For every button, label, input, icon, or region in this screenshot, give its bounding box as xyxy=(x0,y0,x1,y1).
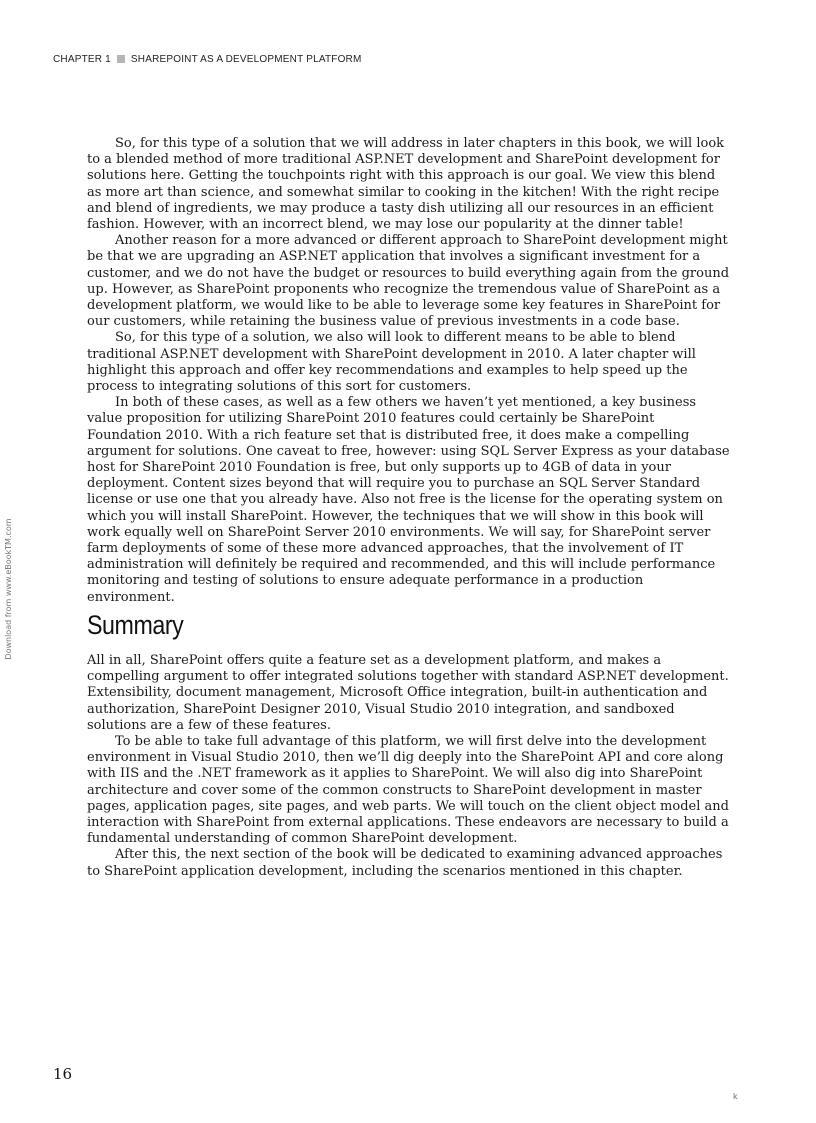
body-text-summary xyxy=(87,653,730,880)
page-number: 16 xyxy=(53,1065,73,1083)
section-heading: Summary xyxy=(87,610,184,640)
side-credit-text: Download from www.eBookTM.com xyxy=(4,518,13,660)
paragraph: After this, the next section of the book will be dedicated to examining advanced approaches to SharePoint application development, including the scenarios mentioned in this chapter. xyxy=(87,847,723,879)
paragraph: So, for this type of a solution that we will address in later chapters in this book, we will look to a blended method of more traditional ASP.NET development and SharePoint development for solutions here. Getting the touchpoints right with this approach is our goal. We view this blend as more art than science, and somewhat similar to cooking in the kitchen! With the right recipe and blend of ingredients, we may produce a tasty dish utilizing all our resources in an efficient fashion. However, with an incorrect blend, we may lose our popularity at the dinner table! xyxy=(87,136,725,233)
chapter-title: SHAREPOINT AS A DEVELOPMENT PLATFORM xyxy=(130,54,362,65)
separator-square-icon xyxy=(117,55,125,63)
paragraph: To be able to take full advantage of this platform, we will first delve into the development environment in Visual Studio 2010, then we’ll dig deeply into the SharePoint API and core along with IIS and the .NET framework as it applies to SharePoint. We will also dig into SharePoint architecture and cover some of the common constructs to SharePoint development in master pages, application pages, site pages, and web parts. We will touch on the client object model and interaction with SharePoint from external applications. These endeavors are necessary to build a fundamental understanding of common SharePoint development. xyxy=(87,734,729,847)
running-header xyxy=(53,54,362,65)
corner-mark: k xyxy=(733,1092,738,1101)
body-text-top xyxy=(87,136,730,606)
paragraph: All in all, SharePoint offers quite a feature set as a development platform, and makes a compelling argument to offer integrated solutions together with standard ASP.NET development. Extensibility, document management, Microsoft Office integration, built-in authentication and authorization, SharePoint Designer 2010, Visual Studio 2010 integration, and sandboxed solutions are a few of these features. xyxy=(87,653,729,733)
paragraph: So, for this type of a solution, we also will look to different means to be able to blend traditional ASP.NET development with SharePoint development in 2010. A later chapter will highlight this approach and offer key recommendations and examples to help speed up the process to integrating solutions of this sort for customers. xyxy=(87,330,696,395)
paragraph: In both of these cases, as well as a few others we haven’t yet mentioned, a key business value proposition for utilizing SharePoint 2010 features could certainly be SharePoint Foundation 2010. With a rich feature set that is distributed free, it does make a compelling argument for solutions. One caveat to free, however: using SQL Server Express as your database host for SharePoint 2010 Foundation is free, but only supports up to 4GB of data in your deployment. Content sizes beyond that will require you to purchase an SQL Server Standard license or use one that you already have. Also not free is the license for the operating system on which you will install SharePoint. However, the techniques that we will show in this book will work equally well on SharePoint Server 2010 environments. We will say, for SharePoint server farm deployments of some of these more advanced approaches, that the involvement of IT administration will definitely be required and recommended, and this will include performance monitoring and testing of solutions to ensure adequate performance in a production environment. xyxy=(87,395,730,605)
chapter-label: CHAPTER 1 xyxy=(53,54,111,65)
paragraph: Another reason for a more advanced or different approach to SharePoint development might be that we are upgrading an ASP.NET application that involves a significant investment for a customer, and we do not have the budget or resources to build everything again from the ground up. However, as SharePoint proponents who recognize the tremendous value of SharePoint as a development platform, we would like to be able to leverage some key features in SharePoint for our customers, while retaining the business value of previous investments in a code base. xyxy=(87,233,730,330)
side-credit xyxy=(4,446,13,660)
